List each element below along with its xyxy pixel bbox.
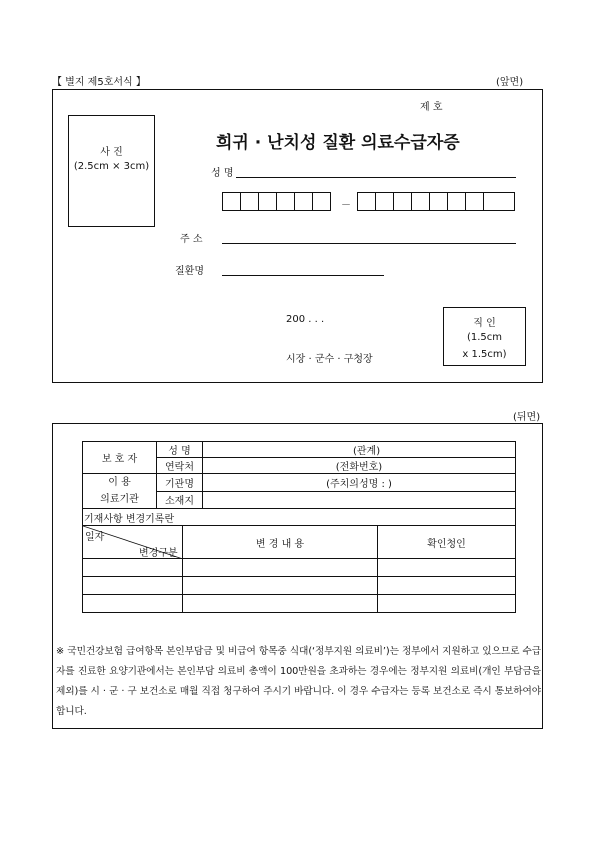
institution-label [83, 474, 157, 509]
form-number-label: 【 별지 제5호서식 】 [52, 77, 146, 88]
name-line[interactable] [236, 177, 516, 178]
relation-field[interactable]: (관계) [203, 442, 516, 458]
photo-box [68, 115, 155, 227]
location-field[interactable] [203, 491, 516, 509]
guardian-label: 보 호 자 [83, 442, 157, 474]
id-digit-box[interactable] [294, 192, 313, 211]
institution-label-line-2: 의료기관 [100, 494, 139, 505]
type-header: 변경구분 [139, 548, 178, 559]
issue-number-label: 제 호 [420, 102, 443, 113]
doctor-field[interactable]: (주치의성명 : ) [203, 474, 516, 492]
name-label: 성 명 [211, 168, 234, 179]
card-title: 희귀 · 난치성 질환 의료수급자증 [216, 133, 460, 153]
front-side-label: (앞면) [496, 77, 524, 88]
id-digit-box[interactable] [375, 192, 394, 211]
id-digit-box[interactable] [357, 192, 376, 211]
guardian-name-label: 성 명 [157, 442, 203, 458]
disease-label: 질환명 [175, 266, 204, 277]
id-dash: － [341, 200, 351, 211]
id-digit-box[interactable] [393, 192, 412, 211]
address-line[interactable] [222, 243, 516, 244]
seal-label: 직 인 [473, 318, 496, 329]
seal-size-2: x 1.5cm) [462, 349, 507, 360]
id-digit-box[interactable] [258, 192, 277, 211]
issue-date: 200 . . . [286, 314, 325, 325]
id-digit-box[interactable] [276, 192, 295, 211]
id-digit-box[interactable] [240, 192, 259, 211]
id-digit-box[interactable] [483, 192, 515, 211]
id-digit-box[interactable] [312, 192, 331, 211]
table-row [83, 577, 516, 595]
id-digit-box[interactable] [411, 192, 430, 211]
address-label: 주 소 [180, 234, 203, 245]
location-label: 소재지 [157, 491, 203, 509]
contact-label: 연락처 [157, 458, 203, 474]
table-row [83, 559, 516, 577]
change-record-table [82, 508, 516, 613]
back-side-label: (뒤면) [513, 412, 541, 423]
photo-size-label: (2.5cm × 3cm) [73, 161, 150, 172]
confirm-header: 확인청인 [378, 526, 516, 559]
seal-box [443, 307, 526, 366]
id-digit-box[interactable] [465, 192, 484, 211]
institution-label-line-1: 이 용 [108, 477, 131, 488]
notice-text: ※ 국민건강보험 급여항목 본인부담금 및 비급여 항목중 식대(‘정부지원 의료비’)는 정부에서 지원하고 있으므로 수급자를 진료한 요양기관에서는 본인부담 의료비 총액이 100만원을 초과하는 경우에는 정부지원 의료비(개인 부담금을 제외)를 시 · 군 · 구 보건소로 매월 직접 청구하여 주시기 바랍니다. 이 경우 수급자는 등록 보건소로 즉시 통보하여야 합니다. [56, 646, 541, 717]
record-title: 기재사항 변경기록란 [83, 509, 516, 526]
seal-size-1: (1.5cm [466, 332, 503, 343]
date-type-header [83, 526, 183, 559]
id-digit-box[interactable] [447, 192, 466, 211]
photo-label: 사 진 [100, 147, 123, 158]
date-header: 일자 [85, 532, 105, 543]
table-row [83, 595, 516, 613]
phone-field[interactable]: (전화번호) [203, 458, 516, 474]
disease-line[interactable] [222, 275, 384, 276]
guardian-institution-table [82, 441, 516, 509]
institution-name-label: 기관명 [157, 474, 203, 492]
id-digit-box[interactable] [222, 192, 241, 211]
id-digit-box[interactable] [429, 192, 448, 211]
issuer-label: 시장 · 군수 · 구청장 [286, 354, 373, 365]
content-header: 변 경 내 용 [183, 526, 378, 559]
